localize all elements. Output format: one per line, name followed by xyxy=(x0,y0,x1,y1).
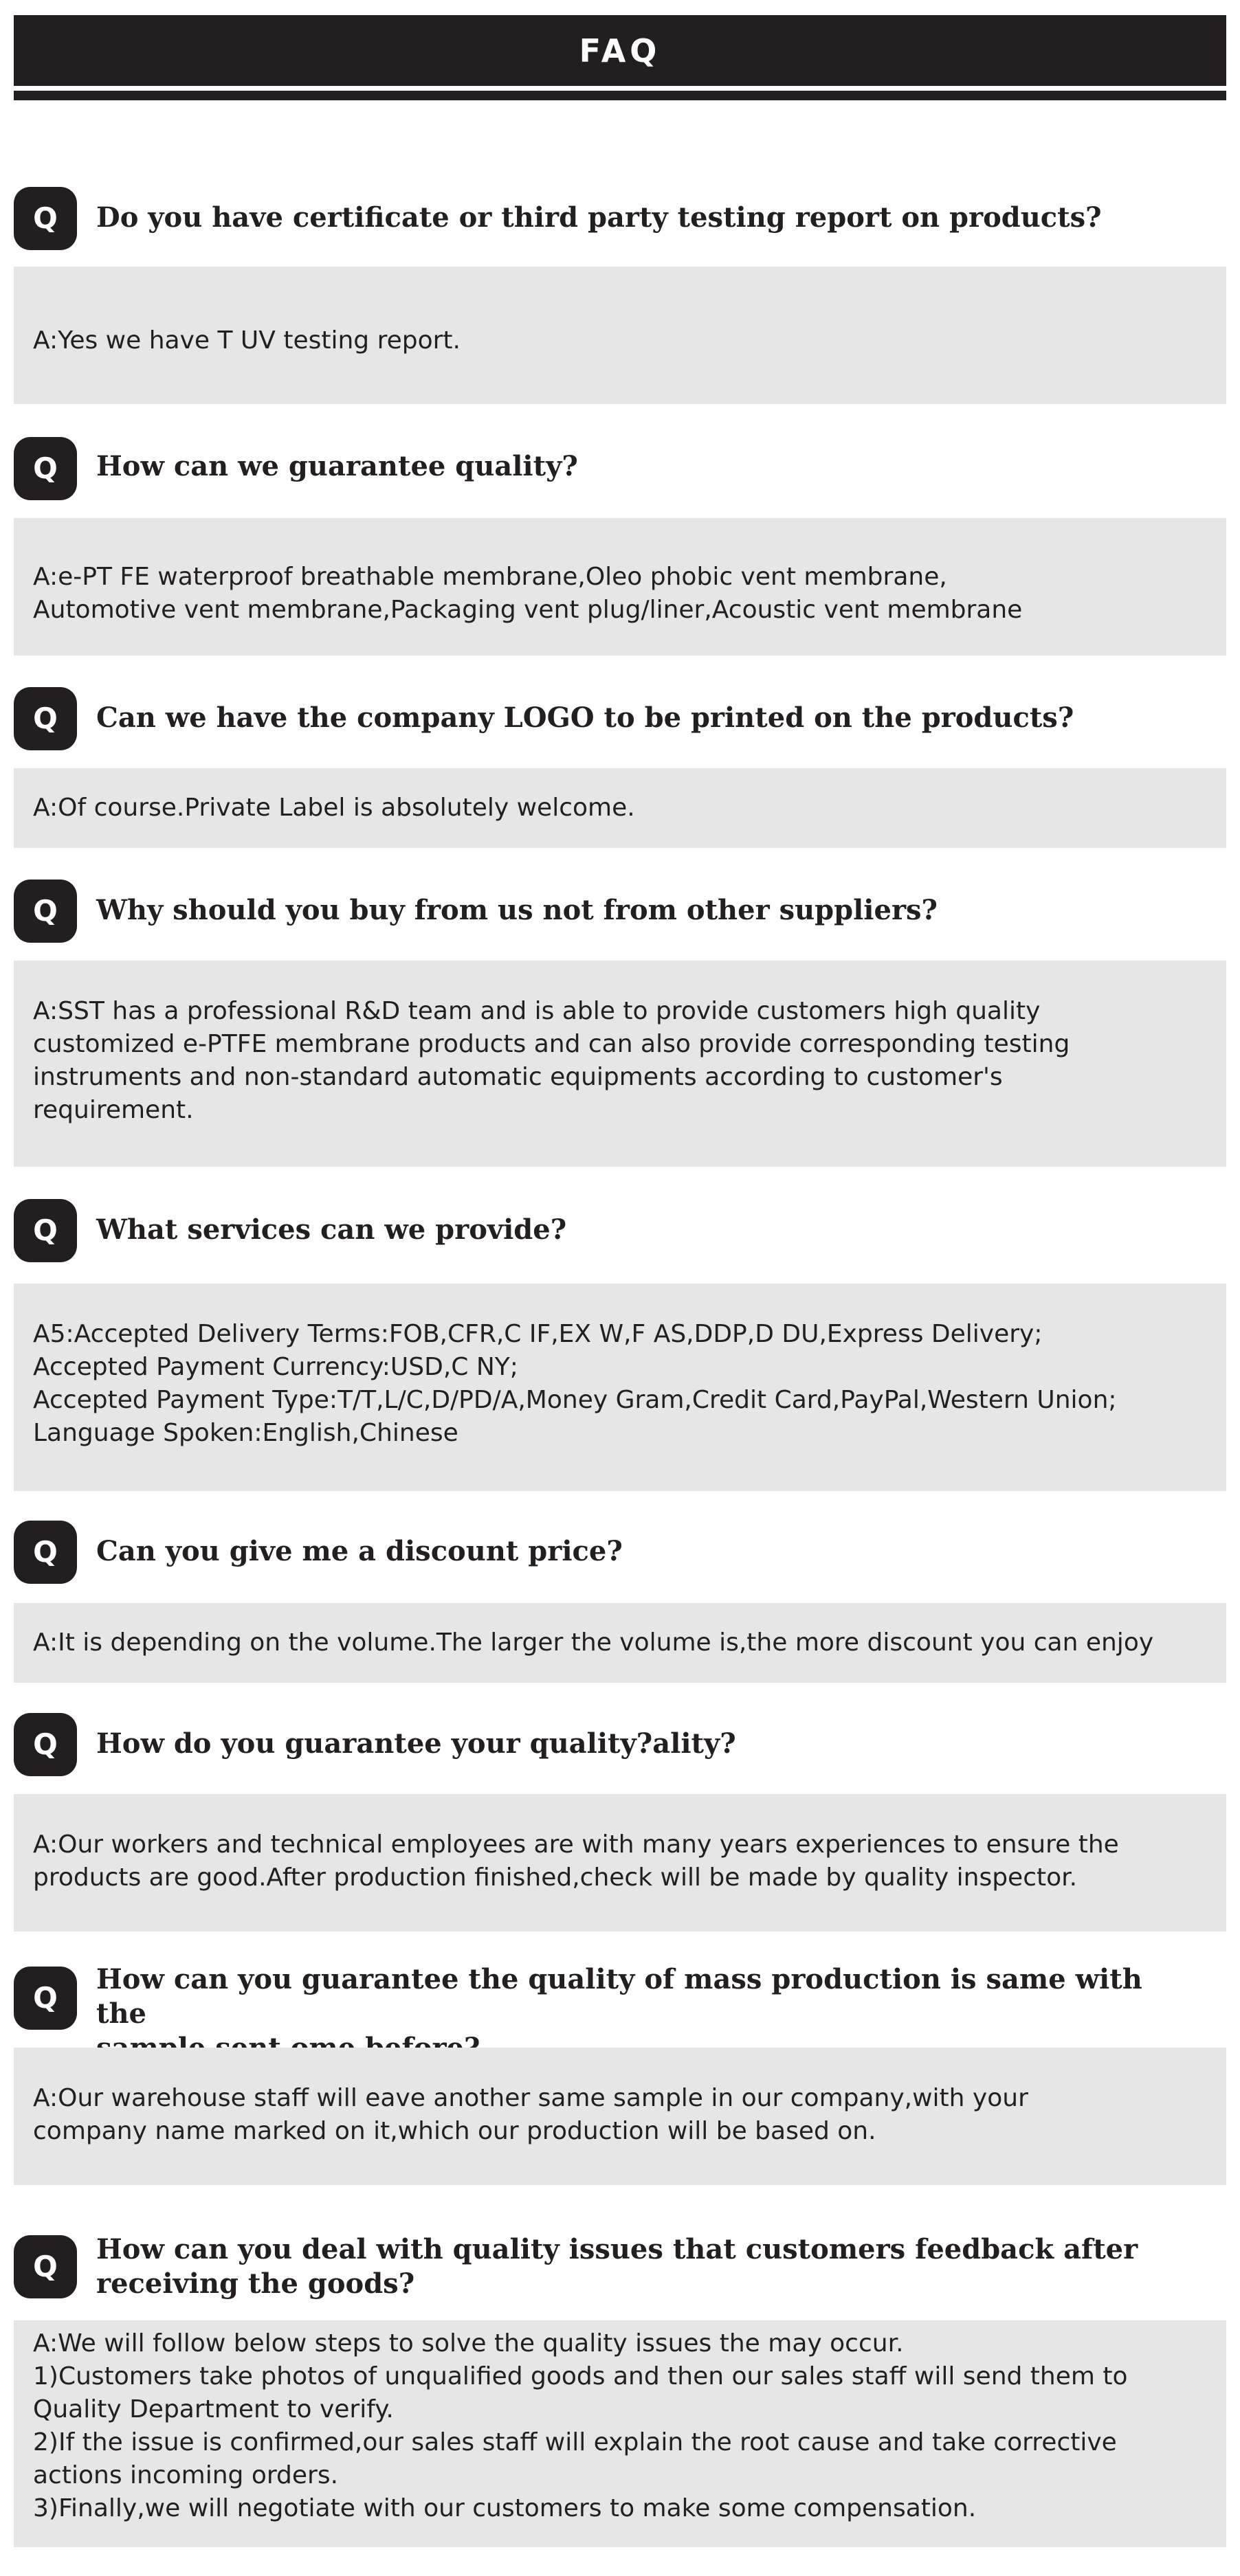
faq-question: How do you guarantee your quality?ality? xyxy=(96,1727,736,1760)
q-letter-icon xyxy=(27,2249,63,2285)
q-letter: Q xyxy=(33,1535,58,1569)
faq-question: How can you guarantee the quality of mass production is same with the xyxy=(96,1963,1142,2030)
faq-question: Why should you buy from us not from other suppliers? xyxy=(96,894,938,926)
faq-answer-box xyxy=(14,1603,1226,1683)
q-badge-icon xyxy=(14,187,77,250)
q-letter: Q xyxy=(33,2250,58,2283)
faq-question: How can we guarantee quality? xyxy=(96,450,578,482)
faq-answer: A5:Accepted Delivery Terms:FOB,CFR,C IF,EX W,F AS,DDP,D DU,Express Delivery; Accepted Payment Currency:USD,C NY; Accepted Payment Type:T/T,L/C,D/PD/A,Money Gram,Credit Card,PayPal,Western Union; Language Spoken:English,Chinese xyxy=(33,1320,1117,1447)
q-letter: Q xyxy=(33,451,58,485)
q-letter-icon xyxy=(27,701,63,737)
q-badge-icon xyxy=(14,2235,77,2298)
faq-answer-box xyxy=(14,267,1226,404)
q-letter: Q xyxy=(33,201,58,235)
page-title: FAQ xyxy=(579,32,661,69)
q-letter: Q xyxy=(33,1213,58,1247)
faq-answer-box xyxy=(14,2048,1226,2185)
faq-answer: A:Of course.Private Label is absolutely welcome. xyxy=(33,794,635,822)
faq-answer: A:SST has a professional R&D team and is able to provide customers high quality customized e-PTFE membrane products and can also provide corresponding testing instruments and non-standard automatic equipments according to customer's requirement. xyxy=(33,997,1070,1124)
faq-answer: A:We will follow below steps to solve the quality issues the may occur. 1)Customers take photos of unqualified goods and then our sales staff will send them to Quality Department to verify. 2)If the issue is confirmed,our sales staff will explain the root cause and take corrective actions incoming orders. 3)Finally,we will negotiate with our customers to make some compensation. xyxy=(33,2329,1128,2522)
faq-answer: A:It is depending on the volume.The larger the volume is,the more discount you can enjoy xyxy=(33,1628,1154,1657)
faq-answer-box xyxy=(14,1284,1226,1491)
q-badge-icon xyxy=(14,1199,77,1262)
q-letter: Q xyxy=(33,894,58,928)
q-badge-icon xyxy=(14,1521,77,1584)
q-letter: Q xyxy=(33,1727,58,1761)
faq-answer-box xyxy=(14,1794,1226,1931)
q-letter-icon xyxy=(27,893,63,929)
q-letter-icon xyxy=(27,451,63,486)
header-divider xyxy=(14,91,1226,100)
faq-answer: A:Our workers and technical employees are with many years experiences to ensure the products are good.After production finished,check will be made by quality inspector. xyxy=(33,1830,1119,1892)
q-letter-icon xyxy=(27,1213,63,1248)
faq-answer-box xyxy=(14,2320,1226,2547)
faq-question: Can we have the company LOGO to be printed on the products? xyxy=(96,702,1074,734)
q-letter-icon xyxy=(27,1980,63,2016)
q-badge-icon xyxy=(14,1713,77,1776)
faq-answer: A:Yes we have T UV testing report. xyxy=(33,326,461,355)
q-letter-icon xyxy=(27,201,63,236)
faq-question: Can you give me a discount price? xyxy=(96,1535,623,1567)
faq-answer: A:e-PT FE waterproof breathable membrane,Oleo phobic vent membrane, Automotive vent membrane,Packaging vent plug/liner,Acoustic vent membrane xyxy=(33,563,1023,624)
faq-header xyxy=(14,15,1226,86)
q-badge-icon xyxy=(14,687,77,750)
faq-answer-box xyxy=(14,961,1226,1167)
faq-answer: A:Our warehouse staff will eave another same sample in our company,with your company name marked on it,which our production will be based on. xyxy=(33,2084,1028,2145)
q-badge-icon xyxy=(14,880,77,943)
faq-question: Do you have certificate or third party testing report on products? xyxy=(96,201,1102,234)
q-letter-icon xyxy=(27,1534,63,1570)
faq-answer-box xyxy=(14,518,1226,656)
q-badge-icon xyxy=(14,437,77,500)
q-letter: Q xyxy=(33,1981,58,2015)
q-letter-icon xyxy=(27,1727,63,1762)
faq-question: What services can we provide? xyxy=(96,1213,567,1246)
faq-question: How can you deal with quality issues that customers feedback after receiving the goods? xyxy=(96,2233,1138,2300)
q-letter: Q xyxy=(33,702,58,735)
faq-answer-box xyxy=(14,768,1226,848)
q-badge-icon xyxy=(14,1967,77,2030)
